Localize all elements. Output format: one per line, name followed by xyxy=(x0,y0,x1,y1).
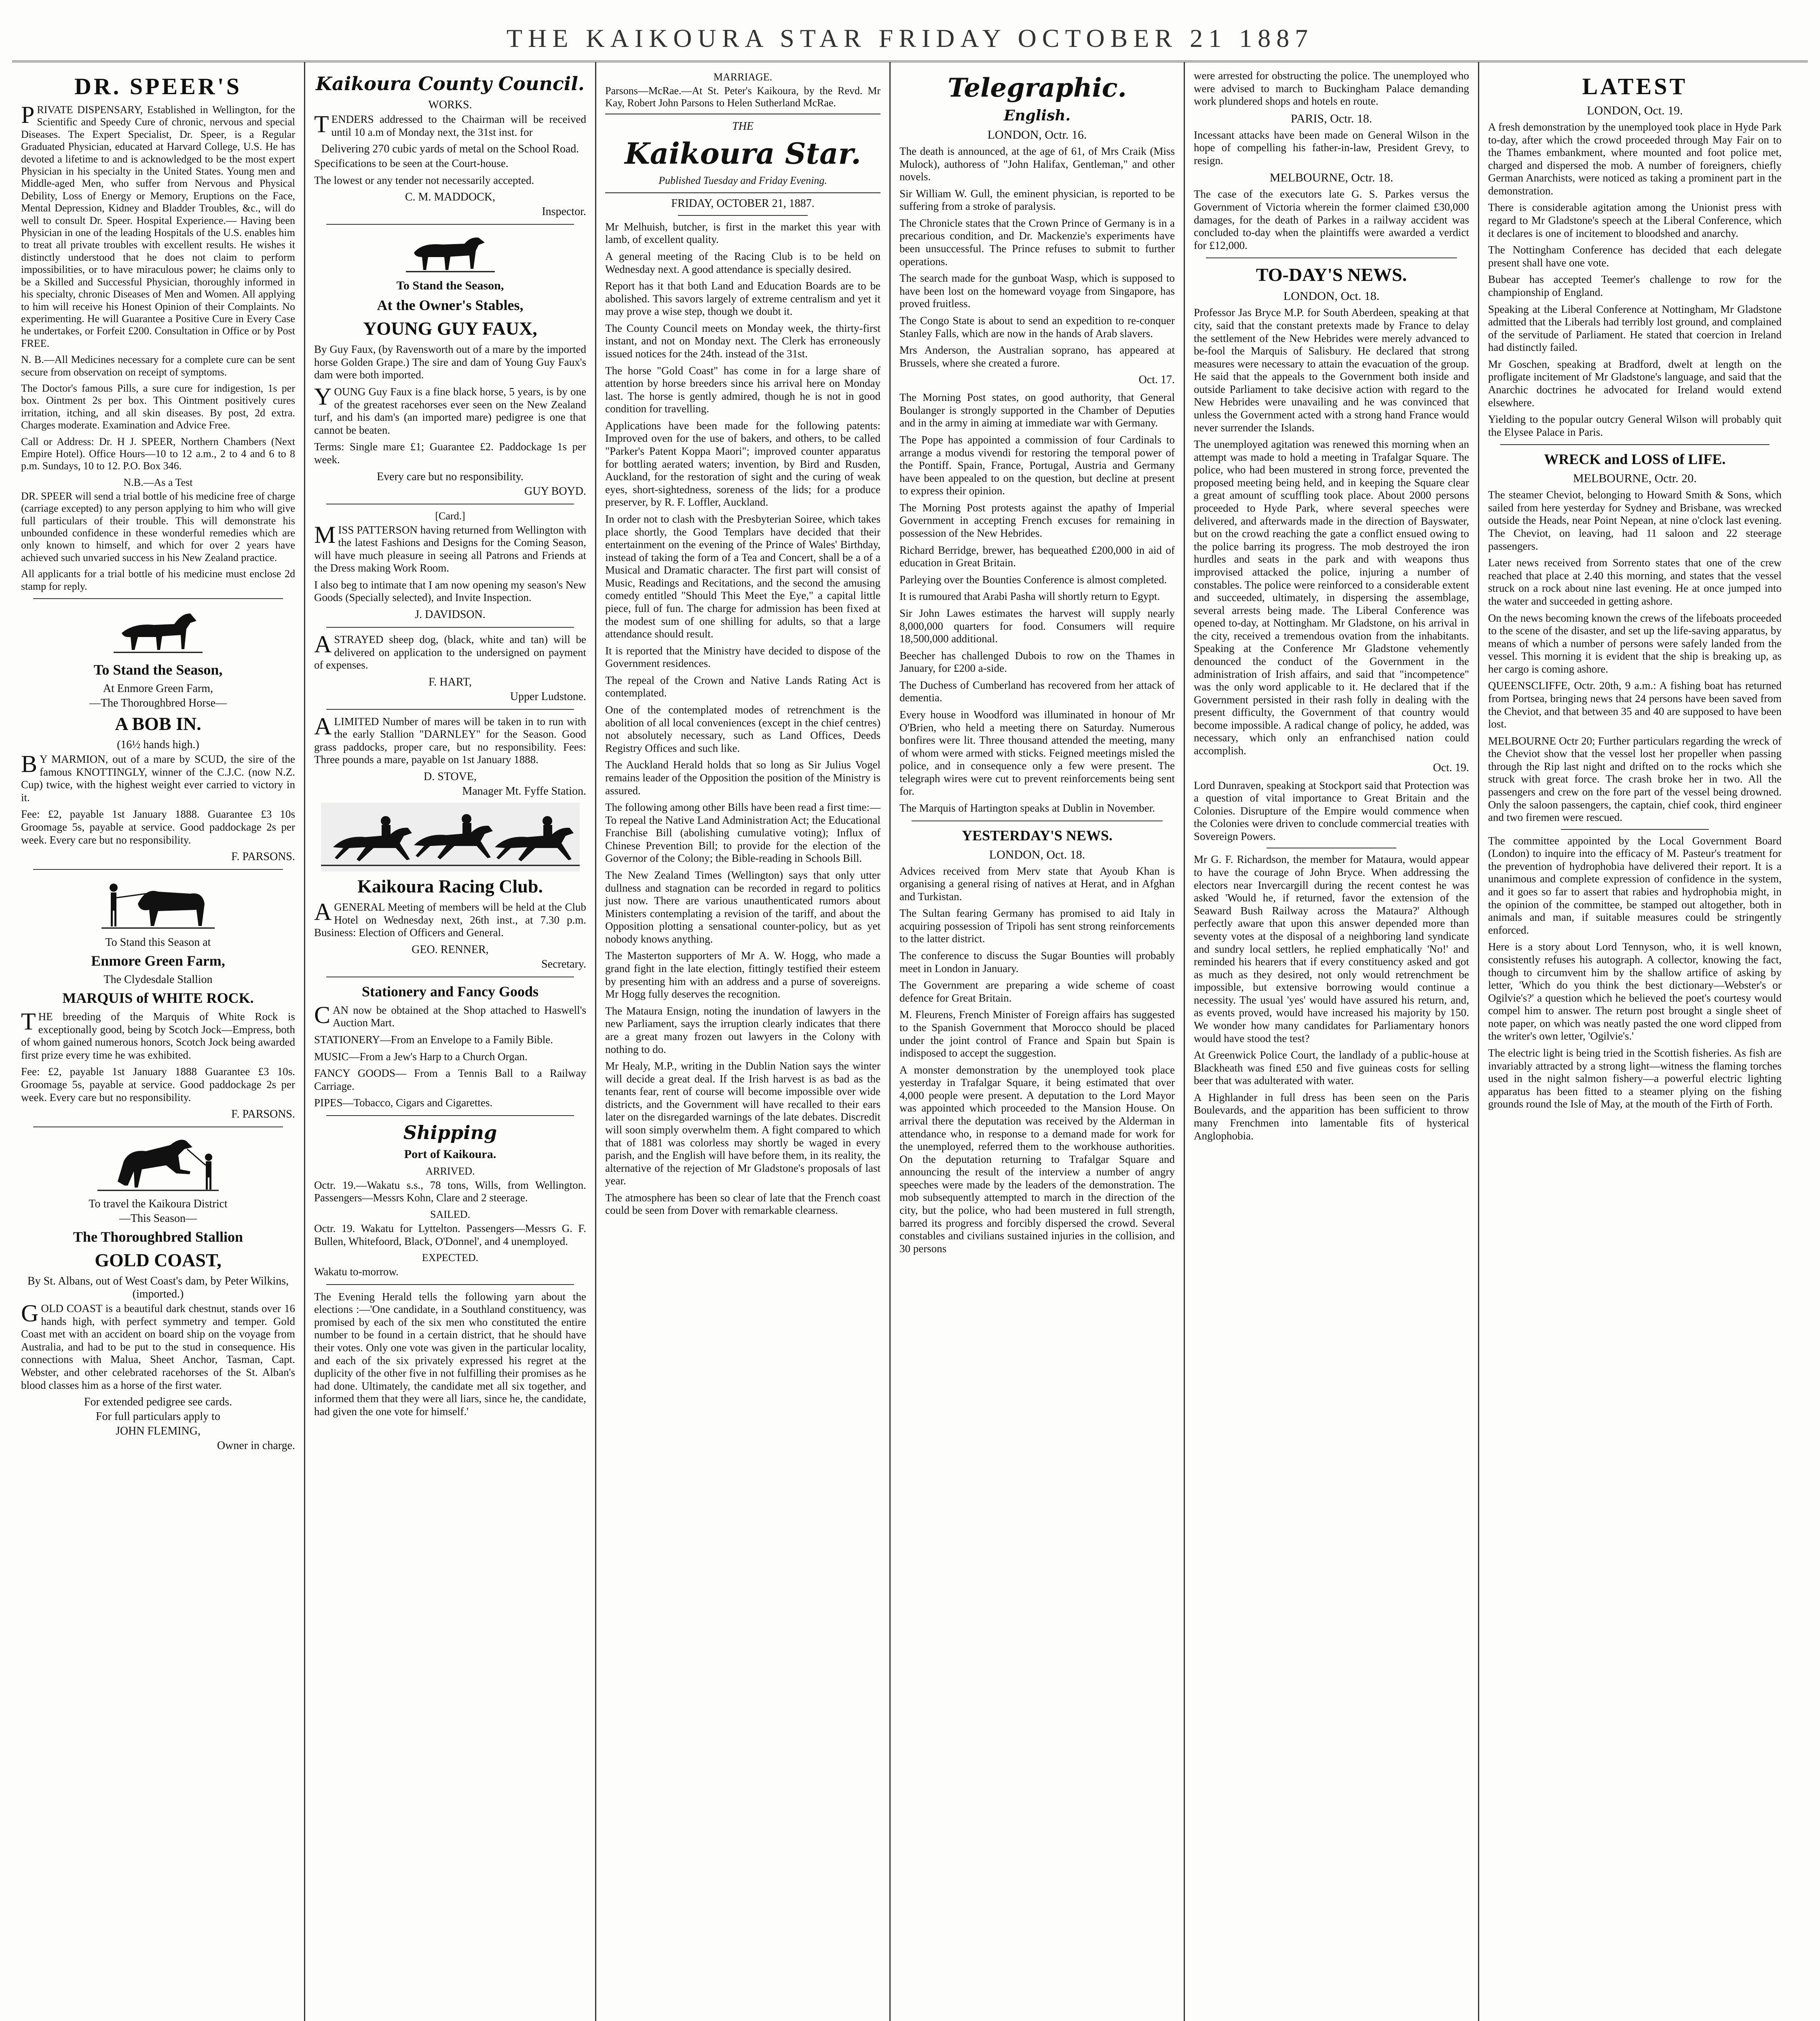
misc-3: The electric light is being tried in the Scottish fisheries. As fish are invariably attracted by a strong light—witness the flaming torches used in the night salmon fishery—a powerful electric lighting apparatus has been fitted to a steamer plying on the fishing grounds round the Isle of May, at the mouth of the Firth of Forth. xyxy=(1488,1047,1782,1110)
latest-title: LATEST xyxy=(1582,73,1688,99)
abobin-horse: —The Thoroughbred Horse— xyxy=(89,697,227,710)
speer-title: DR. SPEER'S xyxy=(74,73,242,99)
dateline-oct-17: Oct. 17. xyxy=(1138,373,1175,386)
herald-body: The Evening Herald tells the following yarn about the elections :—'One candidate, in a Southland constituency, was promised by each of the six men who constituted the entire number to be found in a certain district, that he should have their votes. Only one vote was given in the particular locality, and each of the six privately expressed his regret at the duplicity of the other five in not fulfilling their promises as he had done. Ultimately, the candidate met all six together, and informed them that they were all liars, since he, the candidate, had given the one vote for himself.' xyxy=(314,1290,586,1418)
yest-5: M. Fleurens, French Minister of Foreign affairs has suggested to the Spanish Government that Morocco should be placed under the joint control of France and Spain but Spain is indisposed to accept the suggestion. xyxy=(899,1008,1175,1059)
racing-title: Kaikoura Racing Club. xyxy=(357,876,543,897)
marquis-farm: Enmore Green Farm, xyxy=(91,953,225,969)
davidson-body: I also beg to intimate that I am now opening my season's New Goods (Specially selected), and Invite Inspection. xyxy=(314,578,586,604)
yest-3: The conference to discuss the Sugar Bounties will probably meet in London in January. xyxy=(899,949,1175,975)
sailed-head: SAILED. xyxy=(430,1208,470,1220)
ygf-season: To Stand the Season, xyxy=(396,279,504,293)
limited-role: Manager Mt. Fyffe Station. xyxy=(462,785,586,798)
tenders-body: TENDERS addressed to the Chairman will be received until 10 a.m of Monday next, the 31st inst. for xyxy=(314,111,586,138)
tenders-sig: C. M. MADDOCK, xyxy=(405,191,496,204)
local-10: One of the contemplated modes of retrenchment is the abolition of all local conveniences (except in the chief centres) not absolutely necessary, such as Land Offices, Deeds Registry Offices and such like. xyxy=(605,704,880,754)
paper-nameplate xyxy=(605,114,880,193)
divider xyxy=(326,1115,574,1116)
stationery-body: CAN now be obtained at the Shop attached to Haswell's Auction Mart. xyxy=(314,1001,586,1029)
column-1 xyxy=(12,62,305,2021)
gc-stallion: The Thoroughbred Stallion xyxy=(73,1229,243,1245)
latest-2: There is considerable agitation among the Unionist press with regard to Mr Gladstone's speech at the Liberal Conference, which it declares is one of incitement to bloodshed and anarchy. xyxy=(1488,201,1782,239)
cont-5: Lord Dunraven, speaking at Stockport said that Protection was a question of vital importance to Great Britain and the Colonies. Disrupture of the Empire would commence when the Colonies were driven to conclude commercial treaties with Sovereign Powers. xyxy=(1194,779,1469,842)
expected-head: EXPECTED. xyxy=(422,1252,479,1264)
speer-test-head: N.B.—As a Test xyxy=(123,476,193,488)
gc-travel: To travel the Kaikoura District xyxy=(89,1198,228,1211)
ygf-sig: GUY BOYD. xyxy=(524,485,586,498)
masthead: THE KAIKOURA STAR FRIDAY OCTOBER 21 1887 xyxy=(12,16,1808,62)
marquis-season: To Stand this Season at xyxy=(105,936,211,949)
columns xyxy=(12,62,1808,2021)
local-8: It is reported that the Ministry have decided to dispose of the Government residences. xyxy=(605,644,880,670)
marriage-head: MARRIAGE. xyxy=(713,71,773,83)
cable-1: The death is announced, at the age of 61, of Mrs Craik (Miss Mulock), authoress of "John Halifax, Gentleman," and other novels. xyxy=(899,145,1175,183)
dateline-london-19: LONDON, Oct. 19. xyxy=(1587,104,1683,117)
abobin-height: (16½ hands high.) xyxy=(117,738,199,751)
cable-12: It is rumoured that Arabi Pasha will shortly return to Egypt. xyxy=(899,590,1160,603)
cable-13: Sir John Lawes estimates the harvest will supply nearly 8,000,000 quarters for food. Consumers will require 18,500,000 additional. xyxy=(899,607,1175,645)
yest-6: A monster demonstration by the unemployed took place yesterday in Trafalgar Square, it being estimated that over 4,000 people were present. A deputation to the Lord Mayor was appointed which proceeded to the Mansion House. On arrival there the deputation was received by the Alderman in attendance who, in response to a demand made for work for the unemployed, referred them to the workhouse authorities. On the deputation returning to Trafalgar Square and announcing the result of the interview a number of angry speeches were made by the leaders of the demonstration. The mob subsequently attempted to march in the direction of the city, but the police, who had been mustered in full strength, barred its progress and forcibly dispersed the crowd. Several constables and civilians sustained injuries in the collision, and 30 persons xyxy=(899,1063,1175,1255)
cont-7: At Greenwick Police Court, the landlady of a public-house at Blackheath was fined £50 and five guineas costs for selling beer that was adulterated with water. xyxy=(1194,1049,1469,1087)
sailed-body: Octr. 19. Wakatu for Lyttelton. Passengers—Messrs G. F. Bullen, Whitefoord, Black, O'Donnel', and 4 unemployed. xyxy=(314,1222,586,1247)
speer-address: Call or Address: Dr. H J. SPEER, Northern Chambers (Next Empire Hotel). Office Hours—10 to 12 a.m., 2 to 4 and 6 to 8 p.m. Sundays, 10 to 12. P.O. Box 346. xyxy=(21,435,295,472)
marquis-fee: Fee: £2, payable 1st January 1888 Guarantee £3 10s. Groomage 5s, payable at service. Good paddockage 2s per week. Every care but no responsibility. xyxy=(21,1065,295,1103)
marquis-stallion: The Clydesdale Stallion xyxy=(103,973,213,986)
divider xyxy=(678,215,808,216)
speer-test: DR. SPEER will send a trial bottle of his medicine free of charge (carriage excepted) to any person applying to him who will give full particulars of their trouble. This will demonstrate his unbounded confidence in these wonderful remedies which are only known to himself, and which for over 2 years have achieved such unvaried success in his New Zealand practice. xyxy=(21,490,295,563)
divider xyxy=(33,869,283,870)
column-4 xyxy=(891,62,1185,2021)
paper-the: THE xyxy=(732,120,754,133)
gc-charge: Owner in charge. xyxy=(217,1439,295,1452)
latest-5: Speaking at the Liberal Conference at Nottingham, Mr Gladstone admitted that the Liberals had terribly lost ground, and complained of the servitude of Parliament. He stated that coercion in Ireland had distinctly failed. xyxy=(1488,303,1782,354)
paper-date: FRIDAY, OCTOBER 21, 1887. xyxy=(671,197,815,210)
local-7: In order not to clash with the Presbyterian Soiree, which takes place shortly, the Good Templars have decided that their entertainment on the evening of the Prince of Wales' Birthday, instead of taking the form of a Tea and Concert, shall be a of a Musical and Dramatic character. The first part will consist of Music, Readings and Recitations, and the second the amusing comedy entitled "Should This Meet the Eye," a capital little piece, full of fun. The charge for admission has been fixed at the modest sum of one shilling for adults, so that a large attendance should result. xyxy=(605,513,880,640)
local-5: The horse "Gold Coast" has come in for a large share of attention by horse breeders since his arrival here on Monday last. The horse is gently admired, though he is not in good condition for travelling. xyxy=(605,364,880,415)
racing-body: AGENERAL Meeting of members will be held at the Club Hotel on Wednesday next, 26th inst., at 7.30 p.m. Business: Election of Officers and General. xyxy=(314,899,586,939)
latest-4: Bubear has accepted Teemer's challenge to row for the championship of England. xyxy=(1488,273,1782,298)
divider xyxy=(33,598,283,599)
cable-11: Parleying over the Bounties Conference is almost completed. xyxy=(899,573,1167,586)
stationery-3: FANCY GOODS— From a Tennis Ball to a Railway Carriage. xyxy=(314,1067,586,1092)
gc-name: GOLD COAST, xyxy=(95,1250,222,1271)
arrived-head: ARRIVED. xyxy=(425,1165,475,1177)
local-4: The County Council meets on Monday week, the thirty-first instant, and not on Monday next. The Clerk has erroneously issued notices for the 24th. instead of the 31st. xyxy=(605,322,880,360)
cable-5: The Congo State is about to send an expedition to re-conquer Stanley Falls, which are now in the hands of Arab slavers. xyxy=(899,314,1175,340)
local-14: The Masterton supporters of Mr A. W. Hogg, who made a grand fight in the late election, fittingly testified their esteem by presenting him with an address and a purse of sovereigns. Mr Hogg fully deserves the recognition. xyxy=(605,949,880,1000)
ygf-by: By Guy Faux, (by Ravensworth out of a mare by the imported horse Golden Grape.) The sire and dam of Young Guy Faux's dam were both imported. xyxy=(314,343,586,381)
cable-17: The Marquis of Hartington speaks at Dublin in November. xyxy=(899,802,1155,814)
cont-6: Mr G. F. Richardson, the member for Mataura, would appear to have the courage of John Bryce. When addressing the electors near Invercargill during the recent contest he was asked 'Would he, if returned, favor the extension of the Seaward Bush Railway across the Mataura?' Although perfectly aware that upon this answer depended more than seventy votes at the disposal of a neighboring land syndicate and sundry local settlers, he replied emphatically 'No!' and reminded his hearers that if every constituency asked and got as much as they desired, not only would retrenchment be impossible, but extensive borrowing would continue a necessity. The usual 'yes' would have assured his return, and, as events proved, would have increased his majority by 150. We wonder how many candidates for Parliamentary honors would have stood the test? xyxy=(1194,853,1469,1044)
stationery-2: MUSIC—From a Jew's Harp to a Church Organ. xyxy=(314,1050,528,1063)
gc-sig: JOHN FLEMING, xyxy=(116,1425,201,1438)
expected-body: Wakatu to-morrow. xyxy=(314,1266,399,1278)
column-6 xyxy=(1479,62,1790,2021)
latest-3: The Nottingham Conference has decided that each delegate present shall have one vote. xyxy=(1488,244,1782,269)
stationery-title: Stationery and Fancy Goods xyxy=(361,983,539,1000)
divider xyxy=(326,627,574,628)
telegraphic-title: Telegraphic. xyxy=(948,73,1127,103)
cable-10: Richard Berridge, brewer, has bequeathed £200,000 in aid of education in Great Britain. xyxy=(899,544,1175,569)
limited-body: ALIMITED Number of mares will be taken in to run with the early Stallion "DARNLEY" for the Season. Good grass paddocks, proper care, but no responsibility. Fees: Three pounds a mare, payable on 1st January 1888. xyxy=(314,713,586,766)
latest-6: Mr Goschen, speaking at Bradford, dwelt at length on the profligate incitement of Mr Gladstone's language, and said that the Anarchic doctrines he advocated for Ireland would extend elsewhere. xyxy=(1488,358,1782,409)
strayed-sig: F. HART, xyxy=(429,675,472,688)
tenders-item: Delivering 270 cubic yards of metal on the School Road. xyxy=(321,143,579,156)
wreck-5: MELBOURNE Octr 20; Further particulars regarding the wreck of the Cheviot show that the vessel lost her propeller when passing through the Rip last night and drifted on to the rocks which she struck with great force. The crash broke her in two. All the passengers and crew on the fore part of the vessel being drowned. Only the saloon passengers, the captain, chief cook, third engineer and two firemen were rescued. xyxy=(1488,734,1782,824)
local-17: The atmosphere has been so clear of late that the French coast could be seen from Dover with remarkable clearness. xyxy=(605,1191,880,1217)
column-3 xyxy=(596,62,891,2021)
yest-1: Advices received from Merv state that Ayoub Khan is organising a general rising of natives at Herat, and in Afghan and Turkistan. xyxy=(899,865,1175,903)
speer-pills: The Doctor's famous Pills, a sure cure for indigestion, 1s per box. Ointment 2s per box. This Ointment positively cures irritation, itching, and all skin diseases. By post, 2d extra. Charges moderate. Examination and Advice Free. xyxy=(21,382,295,431)
column-5 xyxy=(1185,62,1479,2021)
divider xyxy=(1561,829,1709,830)
gc-by: By St. Albans, out of West Coast's dam, by Peter Wilkins, (imported.) xyxy=(27,1275,289,1301)
cont-4: The unemployed agitation was renewed this morning when an attempt was made to hold a meeting in Trafalgar Square. The police, who had been mustered in strong force, prevented the proposed meeting being held, and in keeping the Square clear a great amount of scuffling took place. About 2000 persons proceeded to Hyde Park, where several speeches were delivered, and afterwards made in the direction of Bayswater, but on the crowd reaching the gate a conflict ensued owing to the police barring its progress. The mob destroyed the iron hurdles and seats in the park and with weapons thus improvised attacked the police, injuring a number of constables. The police were reinforced to a considerable extent and succeeded, ultimately, in dispersing the assemblage, several arrests being made. The Liberal Conference was opened to-day, at Nottingham. Mr Gladstone, on his arrival in the city, received a tremendous ovation from the inhabitants. Speaking at the Conference Mr Gladstone vehemently denounced the conduct of the Government in the administration of Irish affairs, and said that "incompetence" was the only word applicable to it. He declared that if the Government persisted in their rash folly in dealing with the present difficulty, the Government of that country would become impossible. A radical change of policy, he added, was necessary, which only an enfranchised nation could accomplish. xyxy=(1194,438,1469,757)
local-15: The Mataura Ensign, noting the inundation of lawyers in the new Parliament, says the irruption clearly indicates that there are a great many frozen out lawyers in the Colony with nothing to do. xyxy=(605,1004,880,1055)
local-12: The following among other Bills have been read a first time:—To repeal the Native Land Administration Act; the Educational Franchise Bill (abolishing cumulative voting); Influx of Chinese Prevention Bill; to provide for the election of the Governor of the Colony; the Bible-reading in Schools Bill. xyxy=(605,801,880,865)
cable-14: Beecher has challenged Dubois to row on the Thames in January, for £200 a-side. xyxy=(899,649,1175,675)
stationery-4: PIPES—Tobacco, Cigars and Cigarettes. xyxy=(314,1097,493,1109)
dateline-paris: PARIS, Octr. 18. xyxy=(1290,112,1372,125)
ygf-name: YOUNG GUY FAUX, xyxy=(363,318,537,339)
cable-15: The Duchess of Cumberland has recovered from her attack of dementia. xyxy=(899,679,1175,704)
abobin-name: A BOB IN. xyxy=(115,713,201,734)
racing-sig: GEO. RENNER, xyxy=(412,943,489,956)
abobin-body: BY MARMION, out of a mare by SCUD, the sire of the famous KNOTTINGLY, winner of the C.J.C. (now N.Z. Cup) twice, with the highest weight ever carried to victory in it. xyxy=(21,751,295,804)
local-2: A general meeting of the Racing Club is to be held on Wednesday next. A good attendance is specially desired. xyxy=(605,250,880,275)
speer-closing: All applicants for a trial bottle of his medicine must enclose 2d stamp for reply. xyxy=(21,568,295,592)
todays-news-title: TO-DAY'S NEWS. xyxy=(1256,264,1407,285)
local-6: Applications have been made for the following patents: Improved oven for the use of bakers, and others, to be called "Parker's Patent Koppa Maori"; improved counter apparatus for bottling aerated waters; invention, by Bird and Rusden, Auckland, for the restoration of sight and the curing of weak eyes, short-sightedness, soreness of the lids; for a produce preserver, by R. F. Loffler, Auckland. xyxy=(605,419,880,508)
ygf-terms: Terms: Single mare £1; Guarantee £2. Paddockage 1s per week. xyxy=(314,441,586,466)
speer-body: PRIVATE DISPENSARY, Established in Wellington, for the Scientific and Speedy Cure of chronic, nervous and special Diseases. The Expert Specialist, Dr. Speer, is a Regular Graduated Physician, educated at Harvard College, U.S. He has devoted a lifetime to and is acknowledged to be the most expert Physician in his specialty in the United States. Young men and Middle-aged Men, who suffer from Nervous and Physical Debility, Loss of Energy or Memory, Eruptions on the Face, Mental Depression, Kidney and Bladder Troubles, &c., will do well to consult Dr. Speer. Hospital Experience.— Having been Physician in one of the leading Hospitals of the U.S. enables him to treat all private troubles with excellent results. He wishes it distinctly understood that he does not claim to perform impossibilities, or to have miraculous power; he claims only to be a Skilled and Successful Physician, thoroughly informed in his specialty, chronic Diseases of Men and Women. All applying to him will receive his Honest Opinion of their Complaints. No experimenting. He will Guarantee a Positive Cure in Every Case he undertakes, or Forfeit £200. Consultation in Office or by Post FREE. xyxy=(21,101,295,349)
tenders-role: Inspector. xyxy=(542,205,586,218)
rearing-horse-icon xyxy=(21,1133,295,1194)
yest-2: The Sultan fearing Germany has promised to aid Italy in acquiring possession of Tripoli has sent strong reinforcements to the latter district. xyxy=(899,907,1175,945)
dateline-melbourne: MELBOURNE, Octr. 18. xyxy=(1269,171,1394,185)
local-13: The New Zealand Times (Wellington) says that only utter dullness and stagnation can be recorded in regard to politics just now. There are various unauthenticated rumors about Ministers contemplating a revision of the tariff, and about the Opposition plotting a sensational counter-policy, but as yet nobody knows anything. xyxy=(605,869,880,945)
horse-icon xyxy=(21,605,295,657)
yest-4: The Government are preparing a wide scheme of coast defence for Great Britain. xyxy=(899,979,1175,1004)
dateline-melbourne-20: MELBOURNE, Octr. 20. xyxy=(1573,472,1697,485)
marquis-sig: F. PARSONS. xyxy=(231,1108,295,1121)
misc-2: Here is a story about Lord Tennyson, who, it is well known, consistently refuses his autograph. A collector, knowing the fact, though to circumvent him by the shallow artifice of asking by letter, 'Which do you think the best dictionary—Webster's or Ogilvie's?' a question which he believed the poet's courtesy would compel him to answer. The return post brought a single sheet of note paper, on which was neatly pasted the one word clipped from the writer's own letter, 'Ogilvie's.' xyxy=(1488,941,1782,1042)
limited-sig: D. STOVE, xyxy=(424,770,477,783)
cable-6: Mrs Anderson, the Australian soprano, has appeared at Brussels, where she created a furore. xyxy=(899,344,1175,369)
abobin-fee: Fee: £2, payable 1st January 1888. Guarantee £3 10s Groomage 5s, payable at service. Good paddockage 2s per week. Every care but no responsibility. xyxy=(21,808,295,846)
wreck-3: On the news becoming known the crews of the lifeboats proceeded to the scene of the disaster, and set up the life-saving apparatus, by means of which a number of persons were safely landed from the vessel. This morning it is evident that the ship is breaking up, as her cargo is coming ashore. xyxy=(1488,612,1782,675)
misc-1: The committee appointed by the Local Government Board (London) to inquire into the efficacy of M. Pasteur's treatment for the prevention of hydrophobia have delivered their report. It is a unanimous and complete expression of confidence in the system, and it goes so far to assert that rabies and hydrophobia might, in the opinion of the committee, be stamped out altogether, both in animals and man, if suitable measures could be stringently enforced. xyxy=(1488,834,1782,936)
divider xyxy=(326,709,574,710)
local-16: Mr Healy, M.P., writing in the Dublin Nation says the winter will decide a great deal. If the Irish harvest is as bad as the tenants fear, rent of course will become impossible over wide districts, and the Government will have recalled to their ears later on the disregarded warnings of the late debates. Discredit will soon simply overwhelm them. A fight compared to which that of 1881 was colorless may shortly be waged in every parish, and the English will have before them, in its reality, the alternative of the rejection of Mr Gladstone's proposals of last year. xyxy=(605,1060,880,1187)
wreck-2: Later news received from Sorrento states that one of the crew reached that place at 2.40 this morning, and states that the vessel struck on a rock about nine last evening. He at once jumped into the water and succeeded in getting ashore. xyxy=(1488,557,1782,607)
abobin-season: To Stand the Season, xyxy=(93,662,223,678)
gc-pedigree: For extended pedigree see cards. xyxy=(84,1396,232,1409)
cont-8: A Highlander in full dress has been seen on the Paris Boulevards, and the apparition has been sufficient to throw many Frenchmen into lamentable fits of hysterical Anglophobia. xyxy=(1194,1091,1469,1142)
gc-season: —This Season— xyxy=(119,1212,197,1225)
cable-3: The Chronicle states that the Crown Prince of Germany is in a precarious condition, and Dr. Mackenzie's experiments have been unsuccessful. The Prince refuses to submit to further operations. xyxy=(899,217,1175,268)
man-with-horse-icon xyxy=(21,875,295,932)
marquis-name: MARQUIS of WHITE ROCK. xyxy=(62,990,254,1006)
dateline-london-16: LONDON, Octr. 16. xyxy=(987,128,1087,141)
ygf-body: YOUNG Guy Faux is a fine black horse, 5 years, is by one of the greatest racehorses ever seen on the New Zealand turf, and his dam's (an imported mare) pedigree is one that cannot be beaten. xyxy=(314,383,586,436)
stationery-1: STATIONERY—From an Envelope to a Family Bible. xyxy=(314,1033,553,1046)
tenders-spec: Specifications to be seen at the Court-house. xyxy=(314,157,509,170)
gc-apply: For full particulars apply to xyxy=(96,1410,220,1423)
cable-9: The Morning Post protests against the apathy of Imperial Government in accepting French excuses for remaining in possession of the New Hebrides. xyxy=(899,501,1175,540)
dateline-london-18b: LONDON, Oct. 18. xyxy=(1283,289,1380,303)
arrived-body: Octr. 19.—Wakatu s.s., 78 tons, Wills, from Wellington. Passengers—Messrs Kohn, Clare and 2 steerage. xyxy=(314,1179,586,1204)
strayed-body: ASTRAYED sheep dog, (black, white and tan) will be delivered on application to the undersigned on payment of expenses. xyxy=(314,631,586,671)
paper-pub: Published Tuesday and Friday Evening. xyxy=(659,174,827,186)
cont-0: were arrested for obstructing the police. The unemployed who were advised to march to Buckingham Palace demanding work plundered shops and hotels en route. xyxy=(1194,70,1469,108)
divider xyxy=(1206,257,1457,258)
works-head: WORKS. xyxy=(428,99,472,111)
paper-name: Kaikoura Star. xyxy=(625,136,861,171)
ygf-care: Every care but no responsibility. xyxy=(377,470,524,483)
shipping-port: Port of Kaikoura. xyxy=(404,1147,496,1161)
latest-7: Yielding to the popular outcry General Wilson will probably quit the Elysee Palace in Paris. xyxy=(1488,413,1782,438)
cable-8: The Pope has appointed a commission of four Cardinals to arrange a modus vivendi for restoring the temporal power of the Pontiff. Spain, France, Portugal, Austria and Germany have been appealed to on the question, but decline at present to express their opinion. xyxy=(899,433,1175,497)
racing-role: Secretary. xyxy=(541,958,586,970)
divider xyxy=(326,224,574,225)
draught-horse-icon xyxy=(314,230,586,275)
cable-2: Sir William W. Gull, the eminent physician, is reported to be suffering from a stroke of paralysis. xyxy=(899,187,1175,213)
shipping-title: Shipping xyxy=(403,1121,497,1143)
cont-3: Professor Jas Bryce M.P. for South Aberdeen, speaking at that city, said that the constant pretexts made by France to delay the settlement of the New Hebrides were merely advanced to be-fool the Marquis of Salisbury. He declared that strong measures were necessary to attain the evacuation of the group. He said that the appeals to the Government both inside and outside Parliament to take decisive action with regard to the New Hebrides were unavailing and he was convinced that unless the Government acted with a strong hand France would never surrender the Islands. xyxy=(1194,306,1469,434)
cont-1: Incessant attacks have been made on General Wilson in the hope of compelling his father-in-law, President Grevy, to resign. xyxy=(1194,129,1469,167)
yesterdays-news-title: YESTERDAY'S NEWS. xyxy=(962,827,1113,844)
card-label: [Card.] xyxy=(435,510,465,522)
tenders-lowest: The lowest or any tender not necessarily accepted. xyxy=(314,174,534,186)
speer-nb: N. B.—All Medicines necessary for a complete cure can be sent secure from observation on receipt of symptoms. xyxy=(21,354,295,378)
cable-4: The search made for the gunboat Wasp, which is supposed to have been lost on the homeward voyage from Singapore, has proved fruitless. xyxy=(899,272,1175,310)
wreck-title: WRECK and LOSS of LIFE. xyxy=(1544,451,1726,468)
divider xyxy=(1500,444,1769,445)
strayed-place: Upper Ludstone. xyxy=(510,690,586,703)
local-9: The repeal of the Crown and Native Lands Rating Act is contemplated. xyxy=(605,674,880,699)
cont-2: The case of the executors late G. S. Parkes versus the Government of Victoria wherein the former claimed £30,000 damages, for the death of Parkes in a railway accident was concluded to-day when the plaintiffs were awarded a verdict for £12,000. xyxy=(1194,188,1469,251)
marquis-body: THE breeding of the Marquis of White Rock is exceptionally good, being by Scotch Jock—Empress, both of whom gained numerous honors, Scotch Jock being awarded first prize every time he was exhibited. xyxy=(21,1008,295,1061)
cable-7: The Morning Post states, on good authority, that General Boulanger is strongly supported in the Chamber of Deputies and in the army in aiming at immediate war with Germany. xyxy=(899,391,1175,429)
wreck-4: QUEENSCLIFFE, Octr. 20th, 9 a.m.: A fishing boat has returned from Portsea, bringing news that 24 persons have been saved from the Cheviot, and that between 35 and 40 are supposed to have been lost. xyxy=(1488,679,1782,730)
dateline-oct-19: Oct. 19. xyxy=(1433,761,1469,774)
abobin-sig: F. PARSONS. xyxy=(231,850,295,863)
dateline-london-18: LONDON, Oct. 18. xyxy=(989,848,1085,861)
latest-1: A fresh demonstration by the unemployed took place in Hyde Park to-day, after which the crowd proceeded through May Fair on to the Thames embankment, where mounted and foot police met, charged and dispersed the mob. A number of foreigners, chiefly German Anarchists, were noticed as taking a prominent part in the demonstration. xyxy=(1488,121,1782,197)
ygf-stables: At the Owner's Stables, xyxy=(377,297,524,314)
marriage-body: Parsons—McRae.—At St. Peter's Kaikoura, by the Revd. Mr Kay, Robert John Parsons to Helen Sutherland McRae. xyxy=(605,85,880,109)
local-11: The Auckland Herald holds that so long as Sir Julius Vogel remains leader of the Opposition the position of the Ministry is assured. xyxy=(605,759,880,797)
abobin-farm: At Enmore Green Farm, xyxy=(103,682,213,695)
davidson-sig: J. DAVIDSON. xyxy=(415,608,486,621)
wreck-1: The steamer Cheviot, belonging to Howard Smith & Sons, which sailed from here yesterday for Sydney and Brisbane, was wrecked outside the Heads, near Point Nepean, at nine o'clock last evening. The Cheviot, on leaving, had 11 saloon and 22 steerage passengers. xyxy=(1488,489,1782,552)
gc-body: GOLD COAST is a beautiful dark chestnut, stands over 16 hands high, with perfect symmetry and temper. Gold Coast met with an accident on board ship on the voyage from Australia, and had to be put to the stud in consequence. His connections with Malua, Sheet Anchor, Tasman, Capt. Webster, and other celebrated racehorses of the St. Alban's blood classes him as a horse of the first water. xyxy=(21,1300,295,1391)
patterson-body: MISS PATTERSON having returned from Wellington with the latest Fashions and Designs for the Coming Season, will have much pleasure in seeing all Patrons and Friends at the Dress making Work Room. xyxy=(314,521,586,574)
divider xyxy=(326,1284,574,1285)
cable-16: Every house in Woodford was illuminated in honour of Mr O'Brien, who held a meeting there on Saturday. Numerous bonfires were lit. Three thousand attended the meeting, many of whom were armed with sticks. Feigned meetings misled the police, and in consequence only a few were present. The telegraph wires were cut to prevent reinforcements being sent for. xyxy=(899,708,1175,797)
council-title: Kaikoura County Council. xyxy=(316,73,585,95)
english-head: English. xyxy=(1003,107,1071,124)
column-2 xyxy=(305,62,596,2021)
local-1: Mr Melhuish, butcher, is first in the market this year with lamb, of excellent quality. xyxy=(605,220,880,246)
local-3: Report has it that both Land and Education Boards are to be abolished. This savors largely of extreme centralism and yet it may prove a wise step, though we doubt it. xyxy=(605,280,880,318)
racing-horses-icon xyxy=(314,803,586,871)
